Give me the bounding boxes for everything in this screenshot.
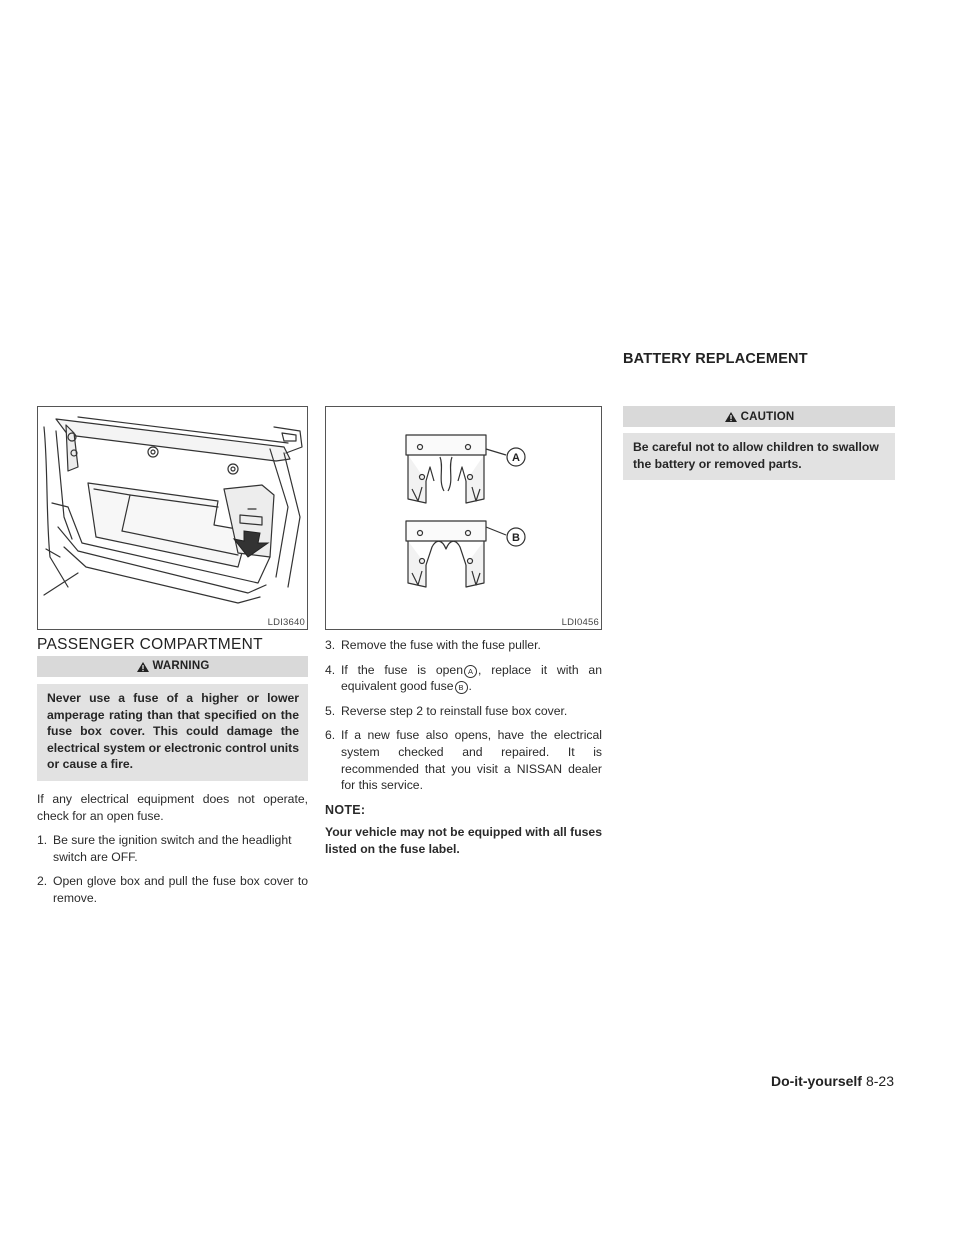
subheading: PASSENGER COMPARTMENT	[37, 636, 263, 653]
step-text: Open glove box and pull the fuse box cover to remove.	[53, 874, 308, 905]
intro-paragraph: If any electrical equipment does not operate, check for an open fuse.	[37, 791, 308, 823]
step4-pre: If the fuse is open	[341, 662, 463, 677]
warning-body: Never use a fuse of a higher or lower amperage rating than that specified on the fuse box cover. This could damage the electrical system or electronic control units or cause a fire.	[37, 684, 308, 781]
step-number: 5.	[325, 703, 336, 718]
callout-a-symbol: A	[464, 665, 477, 678]
caution-body: Be careful not to allow children to swallow the battery or removed parts.	[623, 433, 895, 480]
caution-header	[623, 406, 895, 427]
page-number: 8-23	[865, 1073, 894, 1089]
footer-chapter: Do-it-yourself	[770, 1073, 862, 1089]
step-number: 2.	[37, 874, 48, 889]
caution-box	[623, 406, 895, 480]
caution-title: CAUTION	[740, 410, 795, 423]
callout-b-symbol: B	[455, 681, 468, 694]
middle-column	[325, 637, 602, 858]
list-item	[37, 873, 308, 906]
list-item	[325, 703, 602, 720]
warning-box	[37, 656, 308, 781]
warning-icon	[724, 411, 738, 423]
list-item	[325, 727, 602, 793]
list-item	[325, 662, 602, 695]
step4-mid: , replace it with an equivalent good fuse	[341, 662, 602, 694]
callout-a-label: A	[512, 452, 520, 464]
step-number: 1.	[37, 833, 48, 848]
step-text: Be sure the ignition switch and the headlight switch are OFF.	[53, 833, 292, 864]
step-number: 6.	[325, 728, 336, 743]
figure-code: LDI3640	[267, 617, 305, 628]
glove-box-drawing	[38, 407, 307, 629]
warning-header	[37, 656, 308, 677]
step-number: 3.	[325, 638, 336, 652]
step-number: 4.	[325, 662, 336, 677]
section-title: BATTERY REPLACEMENT	[623, 351, 808, 367]
page-footer	[771, 1073, 894, 1089]
step-text: If a new fuse also opens, have the electrical system checked and repaired. It is recommended that you visit a NISSAN dealer for this service.	[341, 728, 602, 793]
fuse-drawing	[326, 407, 601, 629]
left-column	[37, 656, 308, 915]
callout-b-label: B	[512, 532, 520, 544]
step-text	[337, 662, 602, 695]
glove-box-illustration	[37, 406, 308, 630]
figure-code: LDI0456	[561, 617, 599, 628]
note-body: Your vehicle may not be equipped with all fuses listed on the fuse label.	[325, 825, 602, 856]
step4-post: .	[468, 679, 472, 694]
step-text: Reverse step 2 to reinstall fuse box cover.	[341, 703, 568, 718]
list-item	[37, 832, 308, 865]
step-text: Remove the fuse with the fuse puller.	[341, 638, 541, 652]
warning-title: WARNING	[152, 660, 210, 673]
note-heading: NOTE:	[325, 802, 366, 817]
list-item	[325, 637, 602, 654]
fuse-illustration	[325, 406, 602, 630]
warning-icon	[136, 661, 150, 673]
